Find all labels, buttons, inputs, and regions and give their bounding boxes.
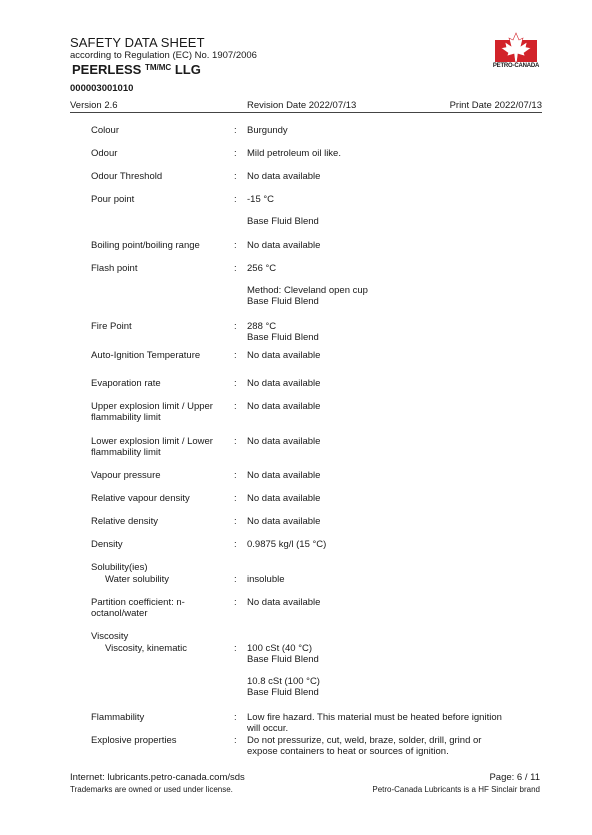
property-label-line: Fire Point (91, 321, 132, 332)
property-label-line: Density (91, 539, 123, 550)
property-value-line: 256 °C (247, 263, 277, 274)
property-label (91, 493, 231, 504)
property-value-line: No data available (247, 350, 321, 361)
property-value (247, 712, 537, 734)
property-colon: : (234, 493, 237, 504)
property-value-line: No data available (247, 516, 321, 527)
property-label-line: Relative vapour density (91, 493, 190, 504)
property-value (247, 539, 537, 550)
property-value (247, 350, 537, 361)
property-label-line: Lower explosion limit / Lower (91, 436, 213, 447)
property-label (91, 148, 231, 159)
property-label-line: Odour Threshold (91, 171, 163, 182)
property-value (247, 378, 537, 389)
property-label (91, 597, 231, 619)
property-label-line: Evaporation rate (91, 378, 161, 389)
footer-brand: Petro-Canada Lubricants is a HF Sinclair brand (372, 785, 540, 794)
property-value-line: No data available (247, 436, 321, 447)
property-value-line (247, 274, 537, 285)
property-value-line (247, 665, 537, 676)
property-value-line: Low fire hazard. This material must be heated before ignition (247, 712, 502, 723)
property-colon: : (234, 470, 237, 481)
property-colon: : (234, 539, 237, 550)
version-label: Version 2.6 (70, 100, 118, 111)
property-value-line: Base Fluid Blend (247, 216, 319, 227)
property-label (91, 712, 231, 723)
property-label (91, 378, 231, 389)
trademark-mark: TM/MC (144, 63, 172, 72)
property-colon: : (234, 350, 237, 361)
property-label (91, 401, 231, 423)
footer-internet: Internet: lubricants.petro-canada.com/sds (70, 772, 245, 783)
property-value-line (247, 205, 537, 216)
property-label (91, 516, 231, 527)
property-colon: : (234, 643, 237, 654)
property-label-line: Boiling point/boiling range (91, 240, 200, 251)
property-label-line: octanol/water (91, 608, 148, 619)
property-label (91, 171, 231, 182)
property-value-line: -15 °C (247, 194, 275, 205)
print-date: Print Date 2022/07/13 (449, 100, 542, 111)
property-value-line: 0.9875 kg/l (15 °C) (247, 539, 327, 550)
property-colon: : (234, 148, 237, 159)
property-label (91, 194, 231, 205)
revision-date: Revision Date 2022/07/13 (247, 100, 357, 111)
logo-text: PETRO-CANADA (492, 63, 540, 69)
property-value-line: 10.8 cSt (100 °C) (247, 676, 320, 687)
property-label-line: Solubility(ies) (91, 562, 148, 573)
property-colon: : (234, 597, 237, 608)
property-colon: : (234, 321, 237, 332)
property-label-line: Pour point (91, 194, 135, 205)
property-colon: : (234, 240, 237, 251)
product-name (72, 62, 201, 77)
property-colon: : (234, 171, 237, 182)
document-title: SAFETY DATA SHEET (70, 35, 205, 50)
property-value-line: will occur. (247, 723, 289, 734)
property-label-line: Upper explosion limit / Upper (91, 401, 213, 412)
property-label-line: Odour (91, 148, 118, 159)
property-label-line: Colour (91, 125, 119, 136)
property-label-line: Auto-Ignition Temperature (91, 350, 201, 361)
property-value (247, 436, 537, 447)
property-colon: : (234, 516, 237, 527)
maple-leaf-icon (486, 32, 546, 64)
property-label-line: Vapour pressure (91, 470, 161, 481)
footer-trademarks: Trademarks are owned or used under license. (70, 785, 233, 794)
property-label (91, 240, 231, 251)
property-value-line: Do not pressurize, cut, weld, braze, solder, drill, grind or (247, 735, 482, 746)
property-label-line: Water solubility (105, 574, 170, 585)
property-label-line: Flammability (91, 712, 145, 723)
property-label (91, 263, 231, 274)
property-value-line: Mild petroleum oil like. (247, 148, 341, 159)
property-value (247, 574, 537, 585)
property-value-line: Base Fluid Blend (247, 654, 319, 665)
property-label-line: Flash point (91, 263, 138, 274)
property-label-line: Explosive properties (91, 735, 177, 746)
property-value-line: insoluble (247, 574, 285, 585)
property-value-line: Base Fluid Blend (247, 296, 319, 307)
property-value-line: No data available (247, 378, 321, 389)
property-colon: : (234, 735, 237, 746)
property-value (247, 171, 537, 182)
property-value-line: No data available (247, 493, 321, 504)
property-value-line: Burgundy (247, 125, 288, 136)
property-label (91, 470, 231, 481)
property-label (105, 643, 245, 654)
property-label (91, 631, 231, 642)
header-divider (70, 112, 542, 113)
property-value-line: No data available (247, 470, 321, 481)
product-code: 000003001010 (70, 83, 134, 94)
property-value (247, 470, 537, 481)
property-label (91, 125, 231, 136)
property-value (247, 148, 537, 159)
property-value (247, 643, 537, 698)
property-label (91, 436, 231, 458)
property-colon: : (234, 263, 237, 274)
property-colon: : (234, 401, 237, 412)
property-value-line: 288 °C (247, 321, 277, 332)
property-value (247, 125, 537, 136)
property-colon: : (234, 436, 237, 447)
property-value (247, 240, 537, 251)
property-colon: : (234, 194, 237, 205)
property-label-line: flammability limit (91, 412, 161, 423)
property-colon: : (234, 125, 237, 136)
page-number: Page: 6 / 11 (489, 772, 540, 783)
property-value-line: expose containers to heat or sources of ignition. (247, 746, 449, 757)
property-label-line: Viscosity (91, 631, 129, 642)
property-label (91, 735, 231, 746)
regulation-text: according to Regulation (EC) No. 1907/2006 (70, 50, 257, 61)
property-value-line: 100 cSt (40 °C) (247, 643, 313, 654)
property-label (105, 574, 245, 585)
property-value (247, 321, 537, 343)
property-label (91, 321, 231, 332)
product-name-main: PEERLESS (72, 62, 142, 77)
property-value-line: No data available (247, 401, 321, 412)
property-label-line: Partition coefficient: n- (91, 597, 185, 608)
property-value (247, 516, 537, 527)
property-value (247, 735, 537, 757)
property-value-line: Base Fluid Blend (247, 687, 319, 698)
property-label-line: Relative density (91, 516, 159, 527)
product-name-suffix: LLG (174, 62, 201, 77)
property-value-line: Base Fluid Blend (247, 332, 319, 343)
property-value (247, 597, 537, 608)
property-colon: : (234, 378, 237, 389)
property-value-line: No data available (247, 171, 321, 182)
property-value-line: No data available (247, 240, 321, 251)
property-label (91, 562, 231, 573)
property-value (247, 493, 537, 504)
property-label (91, 539, 231, 550)
property-colon: : (234, 712, 237, 723)
property-value-line: No data available (247, 597, 321, 608)
property-value (247, 401, 537, 412)
property-value (247, 194, 537, 227)
property-label-line: Viscosity, kinematic (105, 643, 188, 654)
property-colon: : (234, 574, 237, 585)
property-value-line: Method: Cleveland open cup (247, 285, 368, 296)
version-row (70, 100, 542, 112)
petro-canada-logo (486, 32, 546, 76)
property-label-line: flammability limit (91, 447, 161, 458)
property-label (91, 350, 231, 361)
property-value (247, 263, 537, 307)
